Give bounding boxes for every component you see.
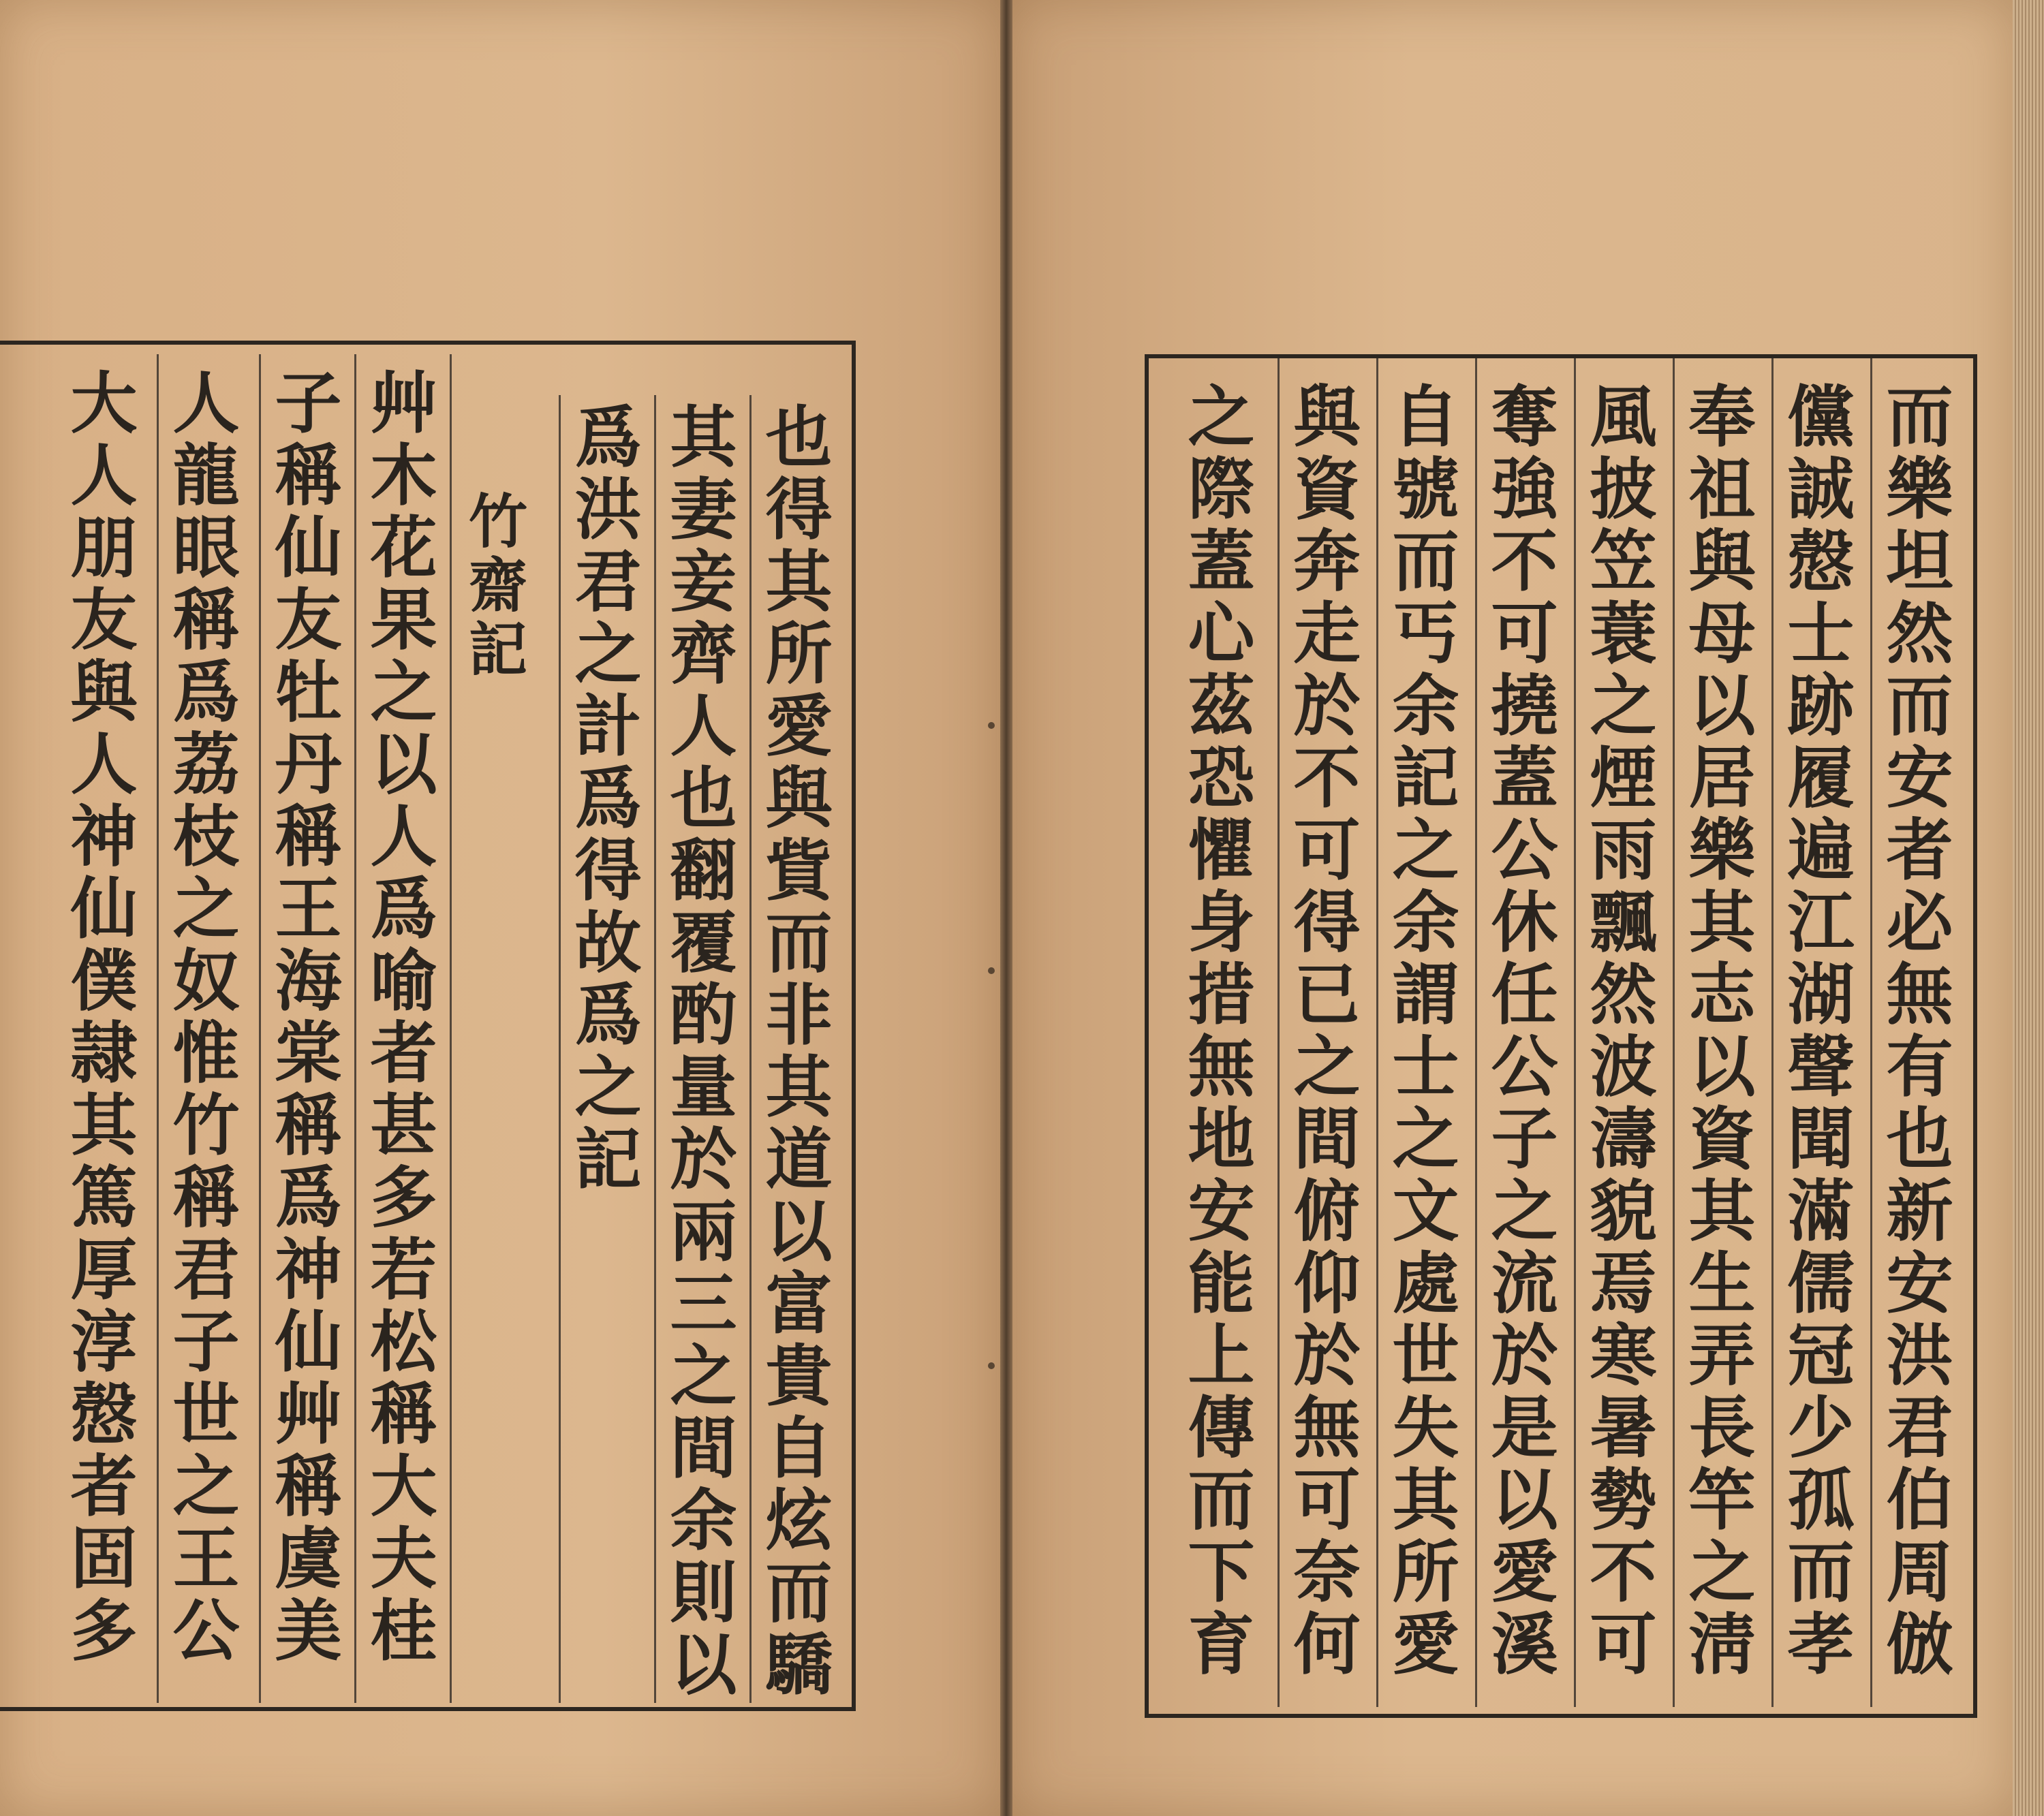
left-column-7: 人龍眼稱爲荔枝之奴惟竹稱君子世之王公 (161, 368, 240, 1668)
left-column-2: 其妻妾齊人也翻覆酌量於兩三之間余則以 (659, 402, 737, 1702)
right-column-5: 奪強不可撓蓋公休任公子之流於是以愛溪 (1480, 381, 1558, 1681)
column-rule (559, 395, 561, 1703)
column-rule (450, 354, 452, 1703)
column-rule (1574, 358, 1576, 1707)
binding-hole (988, 722, 995, 729)
column-rule (1278, 358, 1280, 1707)
left-column-8: 大人朋友與人神仙僕隷其篤厚淳慤者固多 (59, 368, 138, 1668)
column-rule (1673, 358, 1675, 1707)
column-rule (1376, 358, 1378, 1707)
right-column-6: 自號而丐余記之余謂士之文處世失其所愛 (1381, 381, 1459, 1681)
column-rule (654, 395, 656, 1703)
binding-hole (988, 1362, 995, 1369)
column-rule (1771, 358, 1774, 1707)
page-edge (2013, 0, 2044, 1816)
column-rule (1475, 358, 1477, 1707)
section-heading: 竹齋記 (459, 490, 527, 683)
right-column-7: 與資奔走於不可得已之間俯仰於無可奈何 (1282, 381, 1361, 1681)
left-column-3: 爲洪君之計爲得故爲之記 (563, 402, 642, 1196)
left-column-1: 也得其所愛與貲而非其道以富貴自炫而驕 (754, 402, 833, 1702)
right-column-2: 儻誠慤士跡履遍江湖聲聞滿儒冠少孤而孝 (1776, 381, 1855, 1681)
right-column-4: 風披笠蓑之煙雨飄然波濤貌焉寒暑勢不可 (1579, 381, 1657, 1681)
left-column-5: 艸木花果之以人爲喻者甚多若松稱大夫桂 (359, 368, 437, 1668)
right-column-8: 之際蓋心茲恐懼身措無地安能上傳而下育 (1177, 381, 1255, 1681)
column-rule (1870, 358, 1872, 1707)
book-gutter (1000, 0, 1012, 1816)
binding-hole (988, 967, 995, 974)
right-column-3: 奉祖與母以居樂其志以資其生弄長竿之淸 (1677, 381, 1756, 1681)
left-column-6: 子稱仙友牡丹稱王海棠稱爲神仙艸稱虞美 (264, 368, 342, 1668)
right-column-1: 而樂坦然而安者必無有也新安洪君伯周倣 (1875, 381, 1953, 1681)
column-rule (157, 354, 159, 1703)
column-rule (259, 354, 261, 1703)
column-rule (749, 395, 752, 1703)
column-rule (354, 354, 356, 1703)
